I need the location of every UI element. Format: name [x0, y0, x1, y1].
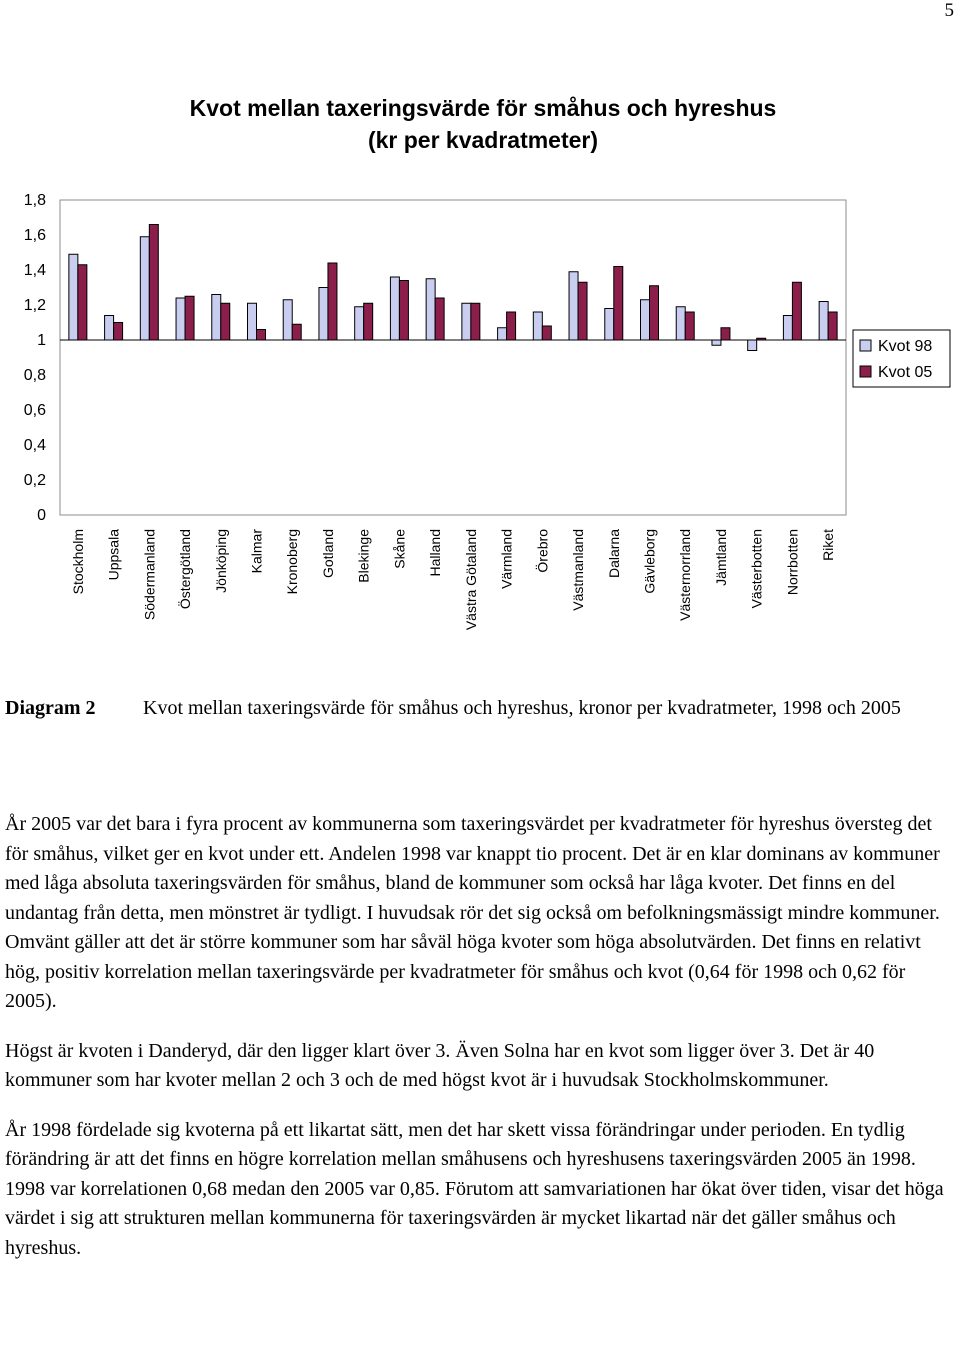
y-tick-label: 1,2: [23, 297, 46, 314]
bar-kvot98: [712, 340, 721, 345]
bar-kvot05: [578, 282, 587, 340]
x-tick-label: Uppsala: [105, 529, 122, 581]
x-tick-label: Norrbotten: [784, 529, 801, 596]
y-tick-label: 1,8: [23, 192, 46, 209]
bar-kvot98: [569, 272, 578, 340]
caption-text: Kvot mellan taxeringsvärde för småhus och hyreshus, kronor per kvadratmeter, 1998 och 2005: [143, 697, 901, 719]
paragraph-1: År 2005 var det bara i fyra procent av kommunerna som taxeringsvärdet per kvadratmeter för hyreshus översteg det för småhus, vilket ger en kvot under ett. Andelen 1998 var knappt tio procent. Det är en klar dominans av kommuner med låga absoluta taxeringsvärden för småhus, bland de kommuner som också har låga kvoter. Det finns en del undantag från detta, men mönstret är tydligt. I huvudsak rör det sig också om befolkningsmässigt mindre kommuner. Omvänt gäller att det är större kommuner som har såväl höga kvoter som höga absolutvärden. Det finns en relativt hög, positiv korrelation mellan taxeringsvärde per kvadratmeter för småhus och kvot (0,64 för 1998 och 0,62 för 2005).: [5, 813, 940, 1012]
x-tick-label: Blekinge: [355, 529, 372, 583]
bar-kvot98: [783, 316, 792, 341]
bar-kvot98: [355, 307, 364, 340]
x-tick-label: Jönköping: [212, 529, 229, 593]
page-number: 5: [944, 0, 954, 21]
x-tick-label: Örebro: [534, 529, 551, 573]
x-tick-label: Kalmar: [248, 529, 265, 574]
bar-kvot98: [819, 302, 828, 341]
x-tick-label: Skåne: [391, 529, 408, 569]
bar-kvot98: [748, 340, 757, 351]
bar-kvot05: [78, 265, 87, 340]
y-tick-label: 0: [37, 507, 46, 524]
bar-kvot05: [149, 225, 158, 341]
plot-area: [60, 200, 846, 515]
legend-swatch: [860, 366, 871, 377]
bar-kvot98: [319, 288, 328, 341]
bar-kvot98: [676, 307, 685, 340]
y-tick-label: 1,6: [23, 227, 46, 244]
x-tick-label: Västerbotten: [748, 529, 765, 609]
bar-kvot98: [212, 295, 221, 341]
bar-kvot98: [176, 298, 185, 340]
y-tick-label: 0,4: [23, 437, 46, 454]
bar-kvot98: [605, 309, 614, 341]
body-text: [5, 810, 955, 1283]
chart-title-line-1: Kvot mellan taxeringsvärde för småhus och hyreshus: [189, 95, 777, 121]
y-tick-label: 0,2: [23, 472, 46, 489]
x-tick-label: Riket: [820, 529, 837, 561]
x-tick-label: Dalarna: [605, 529, 622, 579]
legend-label: Kvot 98: [878, 338, 933, 355]
bar-kvot05: [471, 303, 480, 340]
chart-title-line-2: (kr per kvadratmeter): [367, 127, 599, 153]
bar-kvot05: [721, 328, 730, 340]
x-tick-label: Jämtland: [712, 529, 729, 586]
bar-kvot05: [114, 323, 123, 341]
bar-kvot98: [390, 277, 399, 340]
bar-kvot98: [533, 312, 542, 340]
bar-kvot05: [792, 282, 801, 340]
x-tick-label: Halland: [427, 529, 444, 577]
x-tick-label: Västmanland: [570, 529, 587, 611]
x-tick-label: Västernorrland: [677, 529, 694, 621]
x-tick-label: Värmland: [498, 529, 515, 589]
bar-kvot05: [185, 296, 194, 340]
x-tick-label: Stockholm: [69, 529, 86, 595]
y-tick-label: 0,8: [23, 367, 46, 384]
chart-title: [60, 92, 906, 156]
y-tick-label: 0,6: [23, 402, 46, 419]
caption-label: Diagram 2: [5, 697, 96, 719]
bar-chart: [0, 180, 960, 650]
x-tick-label: Östergötland: [177, 529, 194, 610]
bar-kvot98: [283, 300, 292, 340]
x-tick-label: Kronoberg: [284, 529, 301, 595]
y-tick-label: 1,4: [23, 262, 46, 279]
bar-kvot05: [257, 330, 266, 341]
bar-kvot05: [399, 281, 408, 341]
bar-kvot98: [69, 254, 78, 340]
bar-kvot05: [292, 324, 301, 340]
legend-label: Kvot 05: [878, 364, 933, 381]
paragraph-3: År 1998 fördelade sig kvoterna på ett likartat sätt, men det har skett vissa förändringar under perioden. En tydlig förändring är att det finns en högre korrelation mellan småhusens och hyreshusens taxeringsvärden 2005 än 1998. 1998 var korrelationen 0,68 medan den 2005 var 0,85. Förutom att samvariationen har ökat över tiden, visar det höga värdet i sig att strukturen mellan kommunerna för taxeringsvärden är mycket likartad när det gäller småhus och hyreshus.: [5, 1118, 944, 1259]
bar-kvot98: [140, 237, 149, 340]
bar-kvot98: [248, 303, 257, 340]
x-tick-label: Gävleborg: [641, 529, 658, 594]
x-tick-label: Gotland: [319, 529, 336, 579]
bar-kvot05: [221, 303, 230, 340]
bar-kvot05: [542, 326, 551, 340]
x-tick-label: Västra Götaland: [462, 529, 479, 631]
bar-kvot98: [462, 303, 471, 340]
legend-swatch: [860, 340, 871, 351]
paragraph-2: Högst är kvoten i Danderyd, där den ligger klart över 3. Även Solna har en kvot som ligger över 3. Det är 40 kommuner som har kvoter mellan 2 och 3 och de med högst kvot är i huvudsak Stockholmskommuner.: [5, 1039, 875, 1091]
x-tick-label: Södermanland: [141, 529, 158, 621]
bar-kvot05: [828, 312, 837, 340]
bar-kvot98: [498, 328, 507, 340]
bar-kvot98: [641, 300, 650, 340]
y-tick-label: 1: [37, 332, 46, 349]
bar-kvot05: [650, 286, 659, 340]
bar-kvot05: [507, 312, 516, 340]
bar-kvot98: [426, 279, 435, 340]
bar-kvot05: [685, 312, 694, 340]
bar-kvot05: [364, 303, 373, 340]
bar-kvot05: [614, 267, 623, 341]
bar-kvot05: [435, 298, 444, 340]
bar-kvot05: [328, 263, 337, 340]
bar-kvot98: [105, 316, 114, 341]
